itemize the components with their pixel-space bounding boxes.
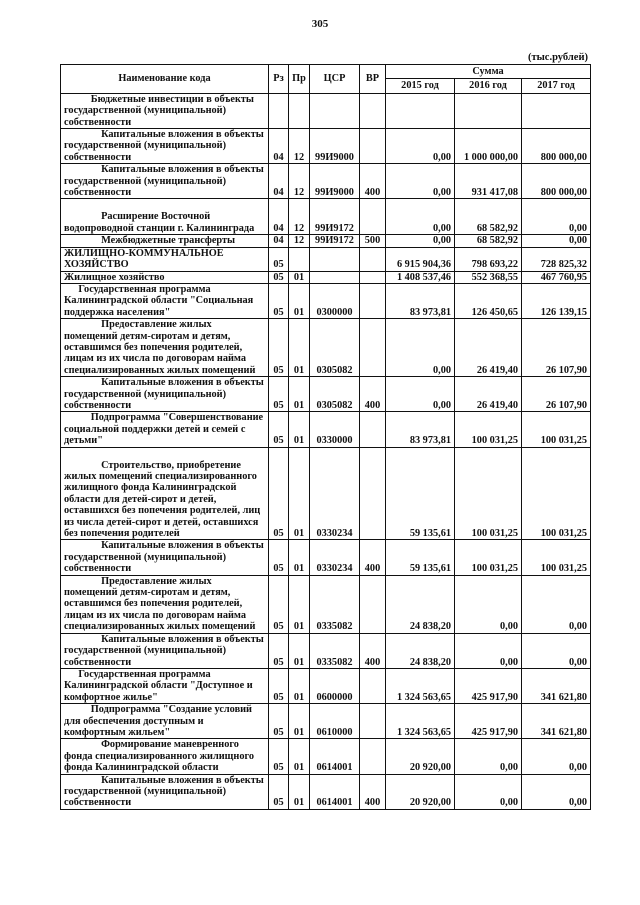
row-2015: 0,00 [386,235,455,247]
row-vr [360,129,386,164]
row-name: Подпрограмма "Совершенствование социальной поддержки детей и семей с детьми" [61,412,269,447]
row-2017: 800 000,00 [522,129,591,164]
row-name: ЖИЛИЩНО-КОММУНАЛЬНОЕ ХОЗЯЙСТВО [61,247,269,271]
row-rz: 05 [269,704,289,739]
row-vr [360,319,386,377]
row-vr [360,412,386,447]
row-rz: 05 [269,377,289,412]
row-vr: 400 [360,164,386,199]
row-csr: 0300000 [310,283,360,318]
row-rz: 05 [269,447,289,540]
header-pr: Пр [289,65,310,94]
row-2015: 0,00 [386,199,455,235]
table-row [61,540,591,575]
row-vr: 400 [360,540,386,575]
table-row [61,93,591,128]
row-csr: 0330000 [310,412,360,447]
row-vr: 400 [360,633,386,668]
header-2017: 2017 год [522,79,591,93]
row-2015: 0,00 [386,129,455,164]
row-name: Капитальные вложения в объекты государственной (муниципальной) собственности [61,633,269,668]
row-2017: 100 031,25 [522,540,591,575]
row-rz: 05 [269,540,289,575]
row-vr: 400 [360,377,386,412]
row-name: Государственная программа Калининградской области "Доступное и комфортное жилье" [61,668,269,703]
row-name: Бюджетные инвестиции в объекты государственной (муниципальной) собственности [61,93,269,128]
row-2016: 100 031,25 [455,412,522,447]
row-2015: 20 920,00 [386,739,455,774]
row-2016: 552 368,55 [455,271,522,283]
row-2015: 0,00 [386,319,455,377]
row-vr [360,447,386,540]
row-name: Формирование маневренного фонда специализированного жилищного фонда Калининградской области [61,739,269,774]
row-rz: 05 [269,668,289,703]
row-2017: 800 000,00 [522,164,591,199]
header-name: Наименование кода [61,65,269,94]
table-row [61,283,591,318]
row-csr: 0614001 [310,739,360,774]
row-2017 [522,93,591,128]
table-row [61,739,591,774]
table-row [61,247,591,271]
row-2017: 26 107,90 [522,319,591,377]
row-csr: 0330234 [310,540,360,575]
row-2015: 24 838,20 [386,633,455,668]
row-rz: 05 [269,774,289,809]
table-row [61,412,591,447]
row-rz: 04 [269,129,289,164]
row-csr: 0335082 [310,575,360,633]
row-csr: 0610000 [310,704,360,739]
row-2015: 1 408 537,46 [386,271,455,283]
row-pr: 12 [289,129,310,164]
row-pr: 01 [289,283,310,318]
row-vr [360,575,386,633]
row-2016: 26 419,40 [455,377,522,412]
row-csr: 0600000 [310,668,360,703]
table-row [61,633,591,668]
row-rz: 04 [269,235,289,247]
row-2017: 100 031,25 [522,447,591,540]
header-rz: Рз [269,65,289,94]
row-rz: 05 [269,283,289,318]
row-2017: 0,00 [522,575,591,633]
table-row [61,235,591,247]
row-2015: 59 135,61 [386,447,455,540]
row-rz: 04 [269,164,289,199]
row-vr: 400 [360,774,386,809]
row-pr: 01 [289,412,310,447]
row-name: Предоставление жилых помещений детям-сиротам и детям, оставшимся без попечения родителей, лицам из их числа по договорам найма специализированных жилых помещений [61,319,269,377]
row-2016: 0,00 [455,633,522,668]
row-2015: 0,00 [386,164,455,199]
row-2016: 931 417,08 [455,164,522,199]
row-pr: 01 [289,633,310,668]
row-2017: 126 139,15 [522,283,591,318]
row-2016: 100 031,25 [455,447,522,540]
row-name: Межбюджетные трансферты [61,235,269,247]
row-rz: 05 [269,319,289,377]
row-pr: 01 [289,447,310,540]
table-row [61,575,591,633]
row-pr: 01 [289,271,310,283]
row-pr: 12 [289,199,310,235]
table-row [61,129,591,164]
row-name: Строительство, приобретение жилых помещений специализированного жилищного фонда Калининградской области для детей-сирот и детей, оставшихся без попечения родителей, лиц из числа детей-сирот и детей, оставшихся без попечения родителей [61,447,269,540]
row-vr [360,739,386,774]
row-pr [289,93,310,128]
row-2016: 0,00 [455,774,522,809]
row-rz [269,93,289,128]
row-name: Капитальные вложения в объекты государственной (муниципальной) собственности [61,164,269,199]
header-2015: 2015 год [386,79,455,93]
row-2015: 20 920,00 [386,774,455,809]
row-2015: 1 324 563,65 [386,668,455,703]
row-2017: 0,00 [522,739,591,774]
row-csr: 0330234 [310,447,360,540]
row-2016: 26 419,40 [455,319,522,377]
row-2017: 467 760,95 [522,271,591,283]
row-2017: 26 107,90 [522,377,591,412]
row-vr [360,93,386,128]
units-label: (тыс.рублей) [527,52,588,63]
row-pr: 01 [289,668,310,703]
row-csr: 0335082 [310,633,360,668]
row-pr [289,247,310,271]
row-pr: 01 [289,739,310,774]
row-2016: 425 917,90 [455,704,522,739]
row-2017: 341 621,80 [522,668,591,703]
row-2016: 0,00 [455,739,522,774]
row-2017: 728 825,32 [522,247,591,271]
row-2017: 100 031,25 [522,412,591,447]
row-rz: 04 [269,199,289,235]
header-sum: Сумма [386,65,591,79]
table-row [61,271,591,283]
row-2016: 425 917,90 [455,668,522,703]
row-2015: 83 973,81 [386,412,455,447]
row-2015: 59 135,61 [386,540,455,575]
row-2016: 798 693,22 [455,247,522,271]
row-2016: 126 450,65 [455,283,522,318]
row-vr [360,668,386,703]
row-vr [360,704,386,739]
row-name: Подпрограмма "Создание условий для обеспечения доступным и комфортным жильем" [61,704,269,739]
row-csr: 99И9000 [310,129,360,164]
row-name: Государственная программа Калининградской области "Социальная поддержка населения" [61,283,269,318]
row-2016: 1 000 000,00 [455,129,522,164]
row-name: Капитальные вложения в объекты государственной (муниципальной) собственности [61,129,269,164]
row-2015 [386,93,455,128]
row-csr [310,93,360,128]
row-pr: 01 [289,319,310,377]
row-name: Жилищное хозяйство [61,271,269,283]
table-row [61,668,591,703]
table-row [61,704,591,739]
row-2016: 100 031,25 [455,540,522,575]
header-vr: ВР [360,65,386,94]
row-rz: 05 [269,247,289,271]
row-2015: 83 973,81 [386,283,455,318]
row-csr [310,247,360,271]
row-csr: 0614001 [310,774,360,809]
row-name: Капитальные вложения в объекты государственной (муниципальной) собственности [61,540,269,575]
row-2017: 0,00 [522,199,591,235]
row-name: Капитальные вложения в объекты государственной (муниципальной) собственности [61,377,269,412]
row-rz: 05 [269,633,289,668]
row-rz: 05 [269,271,289,283]
table-row [61,199,591,235]
row-pr: 01 [289,540,310,575]
row-2015: 24 838,20 [386,575,455,633]
row-2017: 0,00 [522,774,591,809]
table-row [61,319,591,377]
table-row [61,164,591,199]
row-csr [310,271,360,283]
header-csr: ЦСР [310,65,360,94]
row-pr: 01 [289,704,310,739]
row-pr: 01 [289,774,310,809]
row-2016 [455,93,522,128]
row-vr [360,271,386,283]
row-csr: 99И9172 [310,199,360,235]
row-2017: 0,00 [522,633,591,668]
row-2015: 6 915 904,36 [386,247,455,271]
row-csr: 0305082 [310,377,360,412]
row-name: Расширение Восточной водопроводной станции г. Калининграда [61,199,269,235]
row-rz: 05 [269,575,289,633]
row-2017: 0,00 [522,235,591,247]
row-csr: 99И9172 [310,235,360,247]
row-pr: 12 [289,164,310,199]
table-row [61,774,591,809]
page-number: 305 [311,18,329,30]
row-2015: 1 324 563,65 [386,704,455,739]
row-rz: 05 [269,412,289,447]
row-pr: 12 [289,235,310,247]
row-vr [360,283,386,318]
row-pr: 01 [289,575,310,633]
row-2015: 0,00 [386,377,455,412]
row-name: Предоставление жилых помещений детям-сиротам и детям, оставшимся без попечения родителей, лицам из их числа по договорам найма специализированных жилых помещений [61,575,269,633]
row-vr [360,247,386,271]
budget-table [60,64,591,810]
table-row [61,447,591,540]
row-name: Капитальные вложения в объекты государственной (муниципальной) собственности [61,774,269,809]
row-2016: 68 582,92 [455,199,522,235]
row-csr: 99И9000 [310,164,360,199]
row-2017: 341 621,80 [522,704,591,739]
row-2016: 0,00 [455,575,522,633]
table-row [61,377,591,412]
row-rz: 05 [269,739,289,774]
row-csr: 0305082 [310,319,360,377]
row-2016: 68 582,92 [455,235,522,247]
row-pr: 01 [289,377,310,412]
row-vr [360,199,386,235]
row-vr: 500 [360,235,386,247]
header-2016: 2016 год [455,79,522,93]
